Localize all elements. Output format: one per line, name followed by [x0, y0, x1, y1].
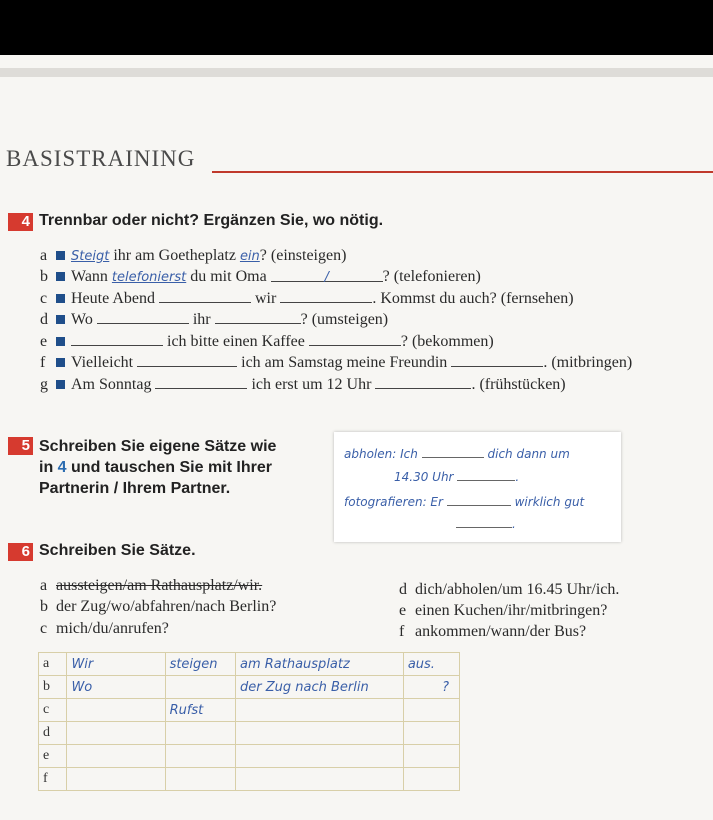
- row-letter: f: [39, 768, 67, 791]
- top-black-bar: [0, 0, 713, 55]
- title-text: und tauschen Sie mit Ihrer: [66, 459, 272, 476]
- row-text: ? (einsteigen): [259, 247, 347, 264]
- row-text: . Kommst du auch? (fernsehen): [372, 290, 574, 307]
- ex4-row-f: [40, 352, 632, 373]
- card-text: fotografieren: Er: [344, 495, 443, 509]
- handwritten-answer: /: [324, 270, 329, 285]
- row-text: ? (umsteigen): [300, 311, 389, 328]
- row-text: Vielleicht: [71, 354, 138, 371]
- answer-blank[interactable]: [97, 309, 189, 324]
- table-cell[interactable]: Rufst: [165, 699, 235, 722]
- ex6-item-a: [40, 576, 262, 596]
- row-letter: c: [40, 290, 48, 307]
- table-cell[interactable]: aus.: [403, 653, 459, 676]
- row-text: Wo: [71, 311, 97, 328]
- answer-blank[interactable]: [309, 331, 401, 346]
- table-cell[interactable]: [67, 768, 165, 791]
- table-cell[interactable]: [165, 722, 235, 745]
- answer-blank[interactable]: [215, 309, 301, 324]
- table-cell[interactable]: [165, 768, 235, 791]
- exercise-4-title: Trennbar oder nicht? Ergänzen Sie, wo nötig.: [39, 212, 384, 229]
- ex4-row-e: [40, 331, 494, 352]
- exercise-5-number: 5: [8, 437, 33, 455]
- row-text: Heute Abend: [71, 290, 159, 307]
- ex4-row-b: [40, 267, 481, 288]
- row-text: ich bitte einen Kaffee: [163, 333, 309, 350]
- item-letter: a: [40, 577, 48, 594]
- table-cell[interactable]: Wo: [67, 676, 165, 699]
- item-text-done: aussteigen/am Rathausplatz/wir.: [56, 577, 263, 594]
- table-cell[interactable]: [403, 768, 459, 791]
- table-row: [39, 768, 460, 791]
- answer-blank[interactable]: [271, 267, 383, 285]
- row-text: du mit Oma: [186, 268, 271, 285]
- table-row: [39, 676, 460, 699]
- row-text: ich erst um 12 Uhr: [247, 376, 376, 393]
- table-cell[interactable]: steigen: [165, 653, 235, 676]
- row-text: . (frühstücken): [471, 376, 566, 393]
- title-text: in: [39, 459, 58, 476]
- ex4-row-c: [40, 288, 574, 309]
- card-text: wirklich gut: [514, 495, 585, 509]
- row-letter: b: [40, 268, 48, 285]
- row-letter: a: [40, 247, 48, 264]
- table-cell[interactable]: [403, 722, 459, 745]
- table-cell[interactable]: Wir: [67, 653, 165, 676]
- square-bullet-icon: [56, 272, 65, 281]
- sentence-grid: [38, 652, 460, 791]
- row-text: wir: [250, 290, 281, 307]
- table-cell[interactable]: [403, 745, 459, 768]
- square-bullet-icon: [56, 337, 65, 346]
- row-letter: e: [39, 745, 67, 768]
- exercise-5-title: [39, 436, 276, 499]
- answer-blank[interactable]: [375, 374, 471, 389]
- square-bullet-icon: [56, 315, 65, 324]
- answer-blank[interactable]: [71, 331, 163, 346]
- ex6-item-d: [399, 580, 619, 600]
- table-row: [39, 699, 460, 722]
- card-line-3: [344, 494, 584, 509]
- card-line-2: [394, 469, 519, 484]
- item-text: der Zug/wo/abfahren/nach Berlin?: [56, 598, 277, 615]
- row-letter: d: [39, 722, 67, 745]
- handwritten-answer[interactable]: telefonierst: [111, 270, 187, 285]
- item-letter: b: [40, 598, 48, 615]
- card-text: .: [515, 470, 520, 484]
- table-row: [39, 722, 460, 745]
- ex6-item-e: [399, 601, 607, 621]
- square-bullet-icon: [56, 294, 65, 303]
- answer-blank[interactable]: [137, 352, 237, 367]
- table-row: [39, 653, 460, 676]
- table-cell[interactable]: [235, 768, 403, 791]
- item-letter: f: [399, 623, 405, 640]
- section-rule: [212, 171, 713, 173]
- row-text: ihr: [188, 311, 215, 328]
- row-letter: f: [40, 354, 46, 371]
- row-text: ? (telefonieren): [382, 268, 481, 285]
- ex6-item-f: [399, 622, 586, 642]
- item-text: dich/abholen/um 16.45 Uhr/ich.: [415, 581, 620, 598]
- table-cell[interactable]: [235, 699, 403, 722]
- ex4-row-g: [40, 374, 566, 395]
- answer-blank[interactable]: [155, 374, 247, 389]
- item-text: einen Kuchen/ihr/mitbringen?: [415, 602, 608, 619]
- table-cell[interactable]: der Zug nach Berlin: [235, 676, 403, 699]
- row-letter: d: [40, 311, 48, 328]
- exercise-ref-number: 4: [57, 459, 67, 476]
- row-text: Wann: [71, 268, 112, 285]
- card-blank[interactable]: [456, 516, 512, 528]
- table-cell[interactable]: [235, 745, 403, 768]
- answer-blank[interactable]: [159, 288, 251, 303]
- row-text: ? (bekommen): [400, 333, 494, 350]
- item-text: mich/du/anrufen?: [56, 620, 169, 637]
- ex6-item-c: [40, 619, 169, 639]
- card-text: abholen: Ich: [344, 447, 418, 461]
- handwritten-card: [334, 432, 621, 542]
- item-letter: d: [399, 581, 407, 598]
- row-letter: a: [39, 653, 67, 676]
- table-cell[interactable]: [165, 676, 235, 699]
- table-cell[interactable]: [165, 745, 235, 768]
- row-letter: c: [39, 699, 67, 722]
- answer-blank[interactable]: [280, 288, 372, 303]
- row-text: ich am Samstag meine Freundin: [237, 354, 452, 371]
- exercise-6-title: Schreiben Sie Sätze.: [39, 542, 196, 559]
- table-cell[interactable]: [67, 699, 165, 722]
- table-cell[interactable]: [67, 722, 165, 745]
- card-blank[interactable]: [422, 446, 484, 458]
- table-cell[interactable]: [67, 745, 165, 768]
- handwritten-answer[interactable]: Steigt: [71, 249, 110, 264]
- table-cell[interactable]: [235, 722, 403, 745]
- row-text: . (mitbringen): [543, 354, 633, 371]
- ex6-item-b: [40, 597, 276, 617]
- ex4-row-d: [40, 309, 388, 330]
- item-letter: e: [399, 602, 407, 619]
- square-bullet-icon: [56, 251, 65, 260]
- row-letter: b: [39, 676, 67, 699]
- handwritten-answer[interactable]: ein: [239, 249, 260, 264]
- table-row: [39, 745, 460, 768]
- item-text: ankommen/wann/der Bus?: [415, 623, 587, 640]
- section-title: BASISTRAINING: [6, 146, 196, 171]
- row-letter: e: [40, 333, 48, 350]
- card-text: .: [512, 517, 516, 531]
- table-cell[interactable]: ?: [403, 676, 459, 699]
- table-cell[interactable]: [403, 699, 459, 722]
- card-text: dich dann um: [487, 447, 570, 461]
- square-bullet-icon: [56, 380, 65, 389]
- row-text: ihr am Goetheplatz: [109, 247, 240, 264]
- grey-band: [0, 68, 713, 77]
- row-letter: g: [40, 376, 48, 393]
- title-line: Schreiben Sie eigene Sätze wie: [39, 438, 277, 455]
- title-line: [39, 457, 276, 478]
- card-text: 14.30 Uhr: [394, 470, 454, 484]
- card-line-4: [456, 516, 516, 531]
- card-line-1: [344, 446, 570, 461]
- row-text: Am Sonntag: [71, 376, 156, 393]
- table-cell[interactable]: am Rathausplatz: [235, 653, 403, 676]
- card-blank[interactable]: [447, 494, 511, 506]
- card-blank[interactable]: [457, 469, 515, 481]
- item-letter: c: [40, 620, 48, 637]
- title-line: Partnerin / Ihrem Partner.: [39, 480, 231, 497]
- square-bullet-icon: [56, 358, 65, 367]
- exercise-6-number: 6: [8, 543, 33, 561]
- ex4-row-a: [40, 246, 346, 267]
- answer-blank[interactable]: [451, 352, 543, 367]
- exercise-4-number: 4: [8, 213, 33, 231]
